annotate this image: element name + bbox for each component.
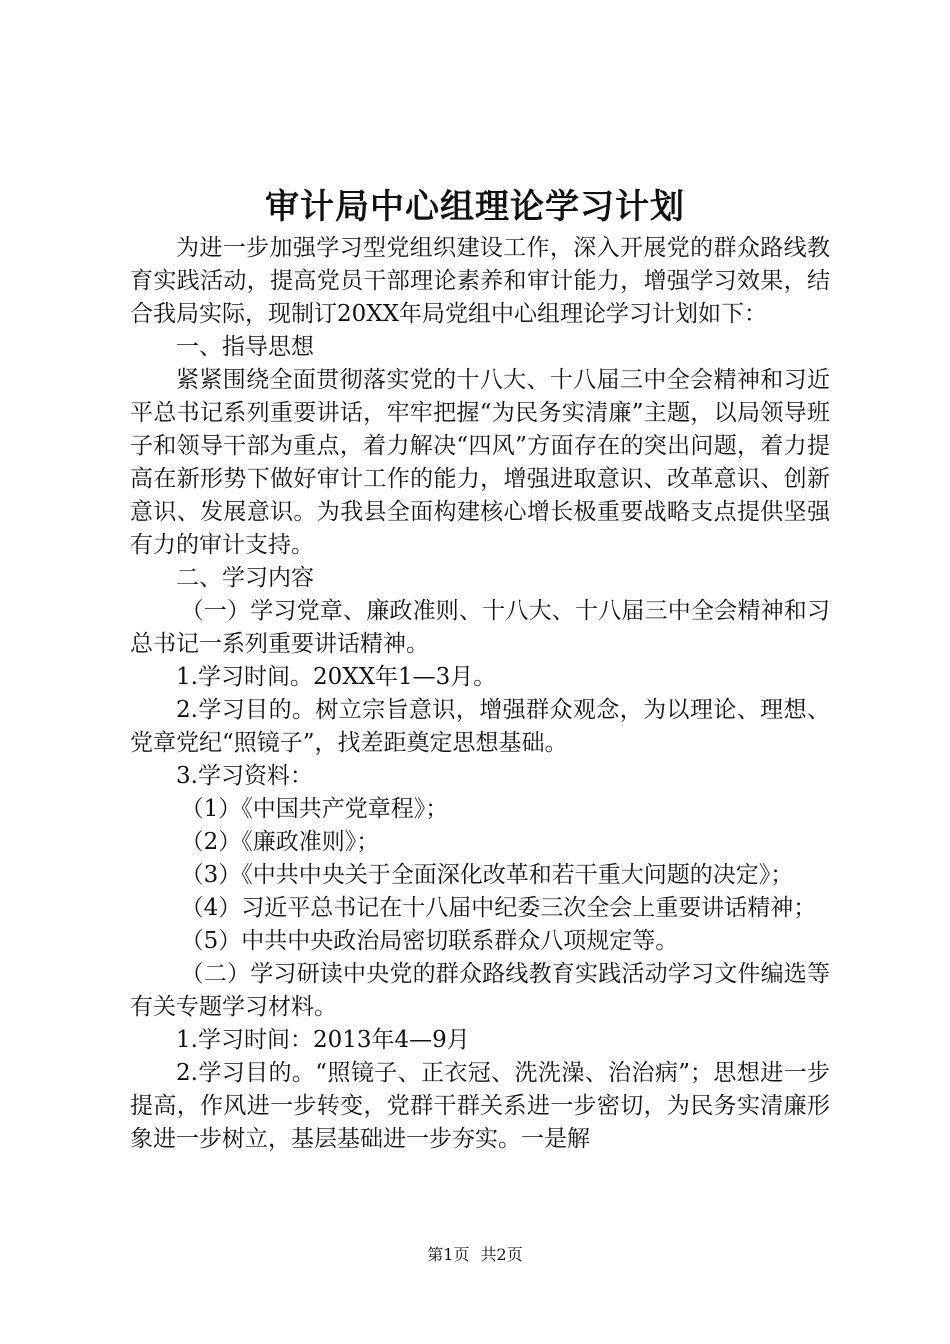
study-time-one: 1.学习时间。20XX年1—3月。	[176, 664, 497, 690]
section-heading-guiding-thought: 一、指导思想	[176, 334, 314, 360]
material-item-2: （2）《廉政准则》；	[180, 829, 380, 855]
subsection-one: （一）学习党章、廉政准则、十八大、十八届三中全会精神和习总书记一系列重要讲话精神。	[130, 598, 830, 657]
study-time-two: 1.学习时间：2013年4—9月	[176, 1027, 470, 1053]
document-body	[130, 232, 830, 1156]
material-item-1: （1）《中国共产党章程》；	[180, 796, 449, 822]
intro-paragraph: 为进一步加强学习型党组织建设工作，深入开展党的群众路线教育实践活动，提高党员干部理论素养和审计能力，增强学习效果，结合我局实际，现制订20XX年局党组中心组理论学习计划如下：	[130, 235, 830, 327]
study-materials-heading: 3.学习资料：	[176, 763, 313, 789]
section-heading-study-content: 二、学习内容	[176, 565, 314, 591]
study-purpose-one: 2.学习目的。树立宗旨意识，增强群众观念，为以理论、理想、党章党纪“照镜子”，找差距奠定思想基础。	[130, 697, 830, 756]
material-item-3: （3）《中共中央关于全面深化改革和若干重大问题的决定》；	[180, 862, 794, 888]
page-footer	[0, 1244, 950, 1266]
study-purpose-two: 2.学习目的。“照镜子、正衣冠、洗洗澡、治治病”；思想进一步提高，作风进一步转变，党群干群关系进一步密切，为民务实清廉形象进一步树立，基层基础进一步夯实。一是解	[130, 1060, 830, 1152]
material-item-4: （4）习近平总书记在十八届中纪委三次全会上重要讲话精神；	[180, 895, 817, 921]
page-number: 第1页	[427, 1245, 470, 1264]
page-total: 共2页	[480, 1245, 523, 1264]
guiding-thought-paragraph: 紧紧围绕全面贯彻落实党的十八大、十八届三中全会精神和习近平总书记系列重要讲话，牢牢把握“为民务实清廉”主题，以局领导班子和领导干部为重点，着力解决“四风”方面存在的突出问题，着力提高在新形势下做好审计工作的能力，增强进取意识、改革意识、创新意识、发展意识。为我县全面构建核心增长极重要战略支点提供坚强有力的审计支持。	[130, 367, 830, 558]
document-title: 审计局中心组理论学习计划	[265, 187, 685, 227]
subsection-two: （二）学习研读中央党的群众路线教育实践活动学习文件编选等有关专题学习材料。	[130, 961, 830, 1020]
material-item-5: （5）中共中央政治局密切联系群众八项规定等。	[180, 928, 679, 954]
